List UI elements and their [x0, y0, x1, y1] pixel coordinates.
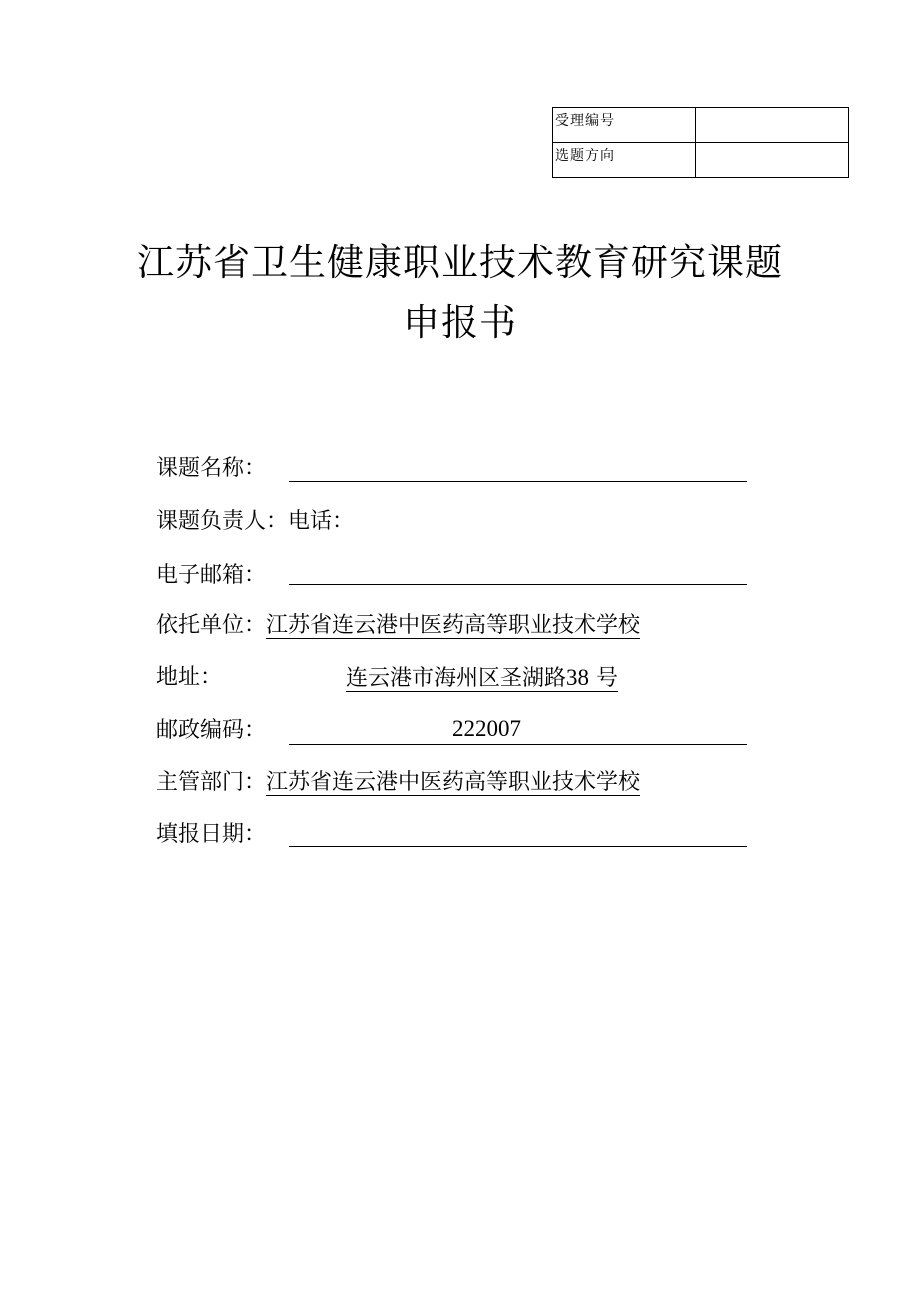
address-value: [346, 661, 618, 695]
email-label: 电子邮箱：: [156, 563, 267, 588]
unit-value: 江苏省连云港中医药高等职业技术学校: [266, 613, 641, 638]
address-street: 连云港市海州区圣湖路: [346, 666, 567, 691]
date-label: 填报日期：: [156, 822, 267, 847]
unit-row: [156, 609, 640, 643]
address-value-text: [346, 666, 618, 692]
leader-phone-label: 课题负责人：电话：: [156, 509, 355, 534]
department-value: 江苏省连云港中医药高等职业技术学校: [266, 770, 641, 795]
email-row: [156, 559, 266, 593]
email-field[interactable]: [289, 584, 747, 585]
unit-label: 依托单位：: [156, 613, 267, 638]
leader-row: [156, 505, 354, 539]
address-number: 38: [566, 665, 590, 690]
address-label: 地址：: [156, 665, 223, 690]
date-row: [156, 818, 266, 852]
topic-name-row: [156, 452, 266, 486]
address-row: [156, 661, 222, 695]
topic-direction-field[interactable]: [696, 143, 849, 178]
acceptance-meta-table: [552, 107, 849, 178]
address-suffix: 号: [596, 666, 619, 691]
department-label: 主管部门：: [156, 770, 267, 795]
document-title-line2: 申报书: [403, 301, 517, 344]
topic-name-label: 课题名称：: [156, 456, 267, 481]
topic-name-field[interactable]: [289, 481, 747, 482]
acceptance-number-label: 受理编号: [553, 108, 696, 143]
postcode-value: 222007: [452, 716, 521, 741]
acceptance-number-row: [553, 108, 849, 143]
date-field[interactable]: [289, 846, 747, 847]
department-row: [156, 766, 640, 800]
document-title-line1: 江苏省卫生健康职业技术教育研究课题: [137, 241, 783, 284]
acceptance-number-field[interactable]: [696, 108, 849, 143]
topic-direction-row: [553, 143, 849, 178]
postcode-row: [156, 714, 266, 748]
postcode-label: 邮政编码：: [156, 718, 267, 743]
topic-direction-label: 选题方向: [553, 143, 696, 178]
